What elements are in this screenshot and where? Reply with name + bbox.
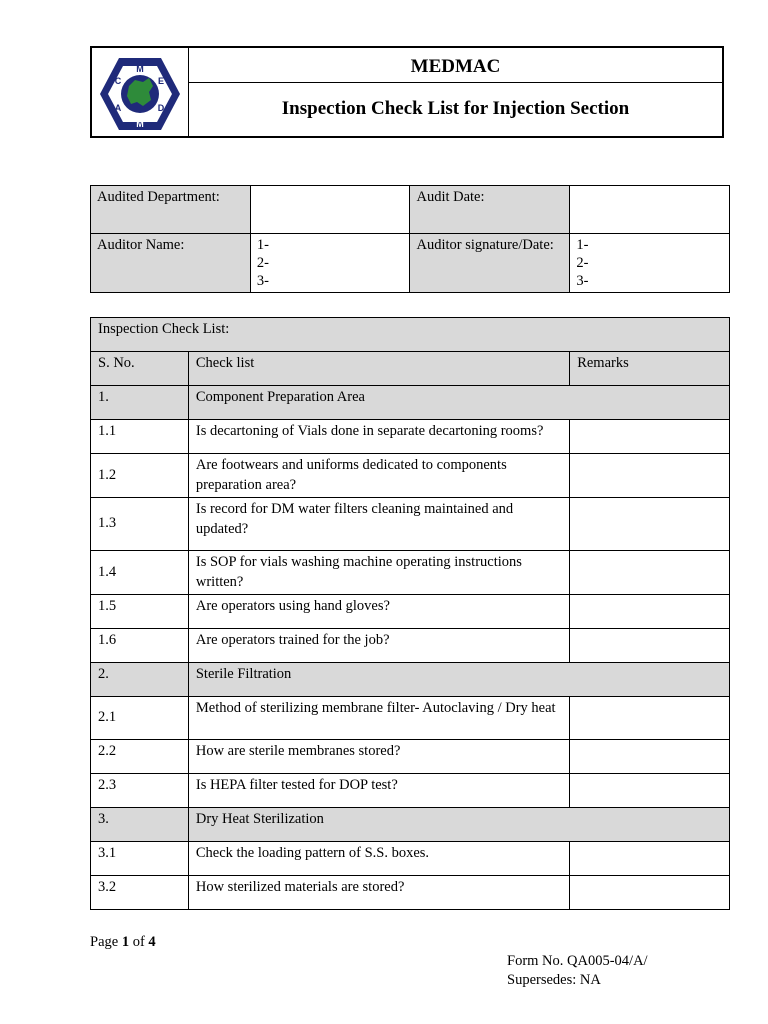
section-number: 1. <box>91 386 189 420</box>
auditor-line-1: 1- <box>256 237 269 253</box>
item-number: 1.5 <box>91 595 189 629</box>
audited-department-field[interactable] <box>250 186 410 234</box>
column-header-check: Check list <box>188 352 569 386</box>
item-number: 3.2 <box>91 876 189 910</box>
item-remarks-field[interactable] <box>570 876 730 910</box>
item-question: Are operators trained for the job? <box>188 629 569 663</box>
page-of: of <box>129 934 149 950</box>
item-number: 1.1 <box>91 420 189 454</box>
item-remarks-field[interactable] <box>570 498 730 551</box>
auditor-line-2: 2- <box>256 255 269 271</box>
inspection-checklist-table <box>90 317 730 910</box>
supersedes: Supersedes: NA <box>507 972 601 988</box>
item-number: 2.3 <box>91 774 189 808</box>
checklist-item-row <box>91 454 730 498</box>
svg-text:C: C <box>114 76 122 86</box>
item-question: Is decartoning of Vials done in separate decartoning rooms? <box>188 420 569 454</box>
signature-line-1: 1- <box>576 237 589 253</box>
item-question: Are operators using hand gloves? <box>188 595 569 629</box>
item-remarks-field[interactable] <box>570 454 730 498</box>
page-number <box>90 934 156 951</box>
checklist-item-row <box>91 420 730 454</box>
company-name: MEDMAC <box>189 48 722 83</box>
form-info <box>507 952 648 990</box>
item-number: 1.4 <box>91 551 189 595</box>
checklist-item-row <box>91 551 730 595</box>
item-question: Is SOP for vials washing machine operating instructions written? <box>188 551 569 595</box>
svg-text:D: D <box>157 103 165 113</box>
signature-line-3: 3- <box>576 273 589 289</box>
checklist-item-row <box>91 842 730 876</box>
item-remarks-field[interactable] <box>570 551 730 595</box>
section-number: 2. <box>91 663 189 697</box>
item-remarks-field[interactable] <box>570 420 730 454</box>
item-remarks-field[interactable] <box>570 629 730 663</box>
audit-date-label: Audit Date: <box>410 186 570 234</box>
signature-line-2: 2- <box>576 255 589 271</box>
document-title: Inspection Check List for Injection Section <box>281 98 630 119</box>
section-name: Sterile Filtration <box>188 663 729 697</box>
page-current: 1 <box>121 934 130 950</box>
auditor-name-label: Auditor Name: <box>91 234 251 293</box>
svg-text:M: M <box>136 119 144 129</box>
svg-text:M: M <box>136 64 144 74</box>
auditor-signature-field[interactable] <box>570 234 730 293</box>
medmac-logo-icon <box>99 56 181 132</box>
document-header <box>90 46 724 138</box>
checklist-item-row <box>91 774 730 808</box>
item-remarks-field[interactable] <box>570 595 730 629</box>
svg-text:A: A <box>114 103 122 113</box>
checklist-item-row <box>91 876 730 910</box>
item-number: 1.2 <box>91 454 189 498</box>
audit-info-table <box>90 185 730 293</box>
item-question: How are sterile membranes stored? <box>188 740 569 774</box>
item-remarks-field[interactable] <box>570 774 730 808</box>
checklist-title: Inspection Check List: <box>91 318 730 352</box>
audited-department-label: Audited Department: <box>91 186 251 234</box>
auditor-signature-label: Auditor signature/Date: <box>410 234 570 293</box>
item-remarks-field[interactable] <box>570 697 730 740</box>
item-question: Method of sterilizing membrane filter- Autoclaving / Dry heat <box>188 697 569 740</box>
page-prefix: Page <box>90 934 122 950</box>
checklist-item-row <box>91 740 730 774</box>
audit-date-field[interactable] <box>570 186 730 234</box>
auditor-line-3: 3- <box>256 273 269 289</box>
svg-text:E: E <box>157 76 165 86</box>
item-question: How sterilized materials are stored? <box>188 876 569 910</box>
section-row <box>91 663 730 697</box>
section-name: Dry Heat Sterilization <box>188 808 729 842</box>
item-question: Is HEPA filter tested for DOP test? <box>188 774 569 808</box>
form-number: Form No. QA005-04/A/ <box>507 953 648 969</box>
checklist-header-row <box>91 352 730 386</box>
checklist-title-row <box>91 318 730 352</box>
item-number: 2.2 <box>91 740 189 774</box>
item-question: Is record for DM water filters cleaning maintained and updated? <box>188 498 569 551</box>
checklist-item-row <box>91 595 730 629</box>
checklist-item-row <box>91 629 730 663</box>
item-remarks-field[interactable] <box>570 740 730 774</box>
item-number: 1.6 <box>91 629 189 663</box>
auditor-name-field[interactable] <box>250 234 410 293</box>
column-header-sno: S. No. <box>91 352 189 386</box>
checklist-item-row <box>91 697 730 740</box>
audit-row-1 <box>91 186 730 234</box>
item-number: 2.1 <box>91 697 189 740</box>
logo-cell <box>92 48 189 136</box>
section-number: 3. <box>91 808 189 842</box>
item-number: 1.3 <box>91 498 189 551</box>
item-question: Are footwears and uniforms dedicated to components preparation area? <box>188 454 569 498</box>
item-question: Check the loading pattern of S.S. boxes. <box>188 842 569 876</box>
section-row <box>91 386 730 420</box>
audit-row-2 <box>91 234 730 293</box>
item-remarks-field[interactable] <box>570 842 730 876</box>
item-number: 3.1 <box>91 842 189 876</box>
checklist-item-row <box>91 498 730 551</box>
section-row <box>91 808 730 842</box>
section-name: Component Preparation Area <box>188 386 729 420</box>
column-header-remarks: Remarks <box>570 352 730 386</box>
page-total: 4 <box>148 934 156 950</box>
